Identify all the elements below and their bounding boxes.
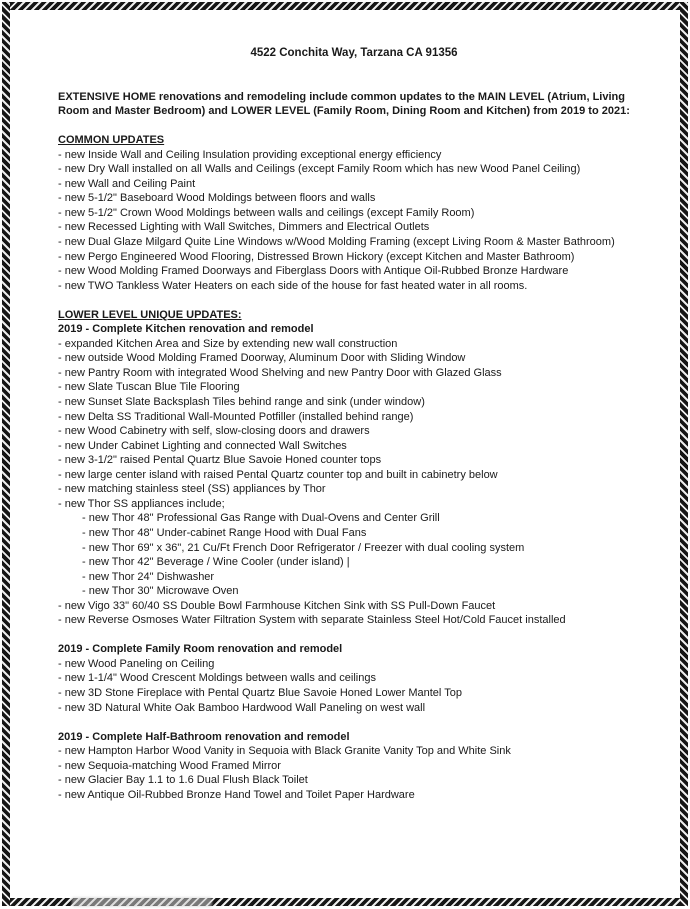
list-item: - new Wood Molding Framed Doorways and Fiberglass Doors with Antique Oil-Rubbed Bronze Hardware: [58, 265, 569, 278]
intro-paragraph-line2: Room and Master Bedroom) and LOWER LEVEL (Family Room, Dining Room and Kitchen) from 2019 to 2021:: [58, 105, 630, 118]
list-item: - new matching stainless steel (SS) appliances by Thor: [58, 483, 326, 496]
list-item: - new Inside Wall and Ceiling Insulation providing exceptional energy efficiency: [58, 148, 442, 161]
decorative-border-right: [680, 2, 688, 906]
section-heading-family-room: 2019 - Complete Family Room renovation and remodel: [58, 643, 343, 656]
list-item: - new Delta SS Traditional Wall-Mounted Potfiller (installed behind range): [58, 410, 414, 423]
list-item: - new Sunset Slate Backsplash Tiles behind range and sink (under window): [58, 396, 425, 409]
list-item: - new Antique Oil-Rubbed Bronze Hand Towel and Toilet Paper Hardware: [58, 788, 415, 801]
document-title: 4522 Conchita Way, Tarzana CA 91356: [250, 47, 458, 59]
sub-list-item: - new Thor 48" Under-cabinet Range Hood with Dual Fans: [82, 526, 367, 539]
common-updates-list: [58, 148, 658, 293]
list-item: - new outside Wood Molding Framed Doorway, Aluminum Door with Sliding Window: [58, 352, 466, 365]
list-item: - new Wood Paneling on Ceiling: [58, 657, 215, 670]
list-item: - new Thor SS appliances include;: [58, 497, 225, 510]
list-item: - new Wood Cabinetry with self, slow-closing doors and drawers: [58, 425, 370, 438]
section-heading-lower-level: LOWER LEVEL UNIQUE UPDATES:: [58, 308, 242, 321]
decorative-border-top: [2, 2, 688, 10]
sub-list-item: - new Thor 24" Dishwasher: [82, 570, 215, 583]
list-item: - new Slate Tuscan Blue Tile Flooring: [58, 381, 240, 394]
sub-list-item: - new Thor 30" Microwave Oven: [82, 585, 239, 598]
sub-list-item: - new Thor 48" Professional Gas Range with Dual-Ovens and Center Grill: [82, 512, 440, 525]
decorative-border-left: [2, 2, 10, 906]
list-item: - new Reverse Osmoses Water Filtration System with separate Stainless Steel Hot/Cold Faucet installed: [58, 614, 566, 627]
list-item: - new Dry Wall installed on all Walls and Ceilings (except Family Room which has new Wood Panel Ceiling): [58, 163, 581, 176]
list-item: - new Dual Glaze Milgard Quite Line Windows w/Wood Molding Framing (except Living Room & Master Bathroom): [58, 236, 615, 249]
list-item: - new 3D Stone Fireplace with Pental Quartz Blue Savoie Honed Lower Mantel Top: [58, 686, 462, 699]
list-item: - new Vigo 33" 60/40 SS Double Bowl Farmhouse Kitchen Sink with SS Pull-Down Faucet: [58, 599, 496, 612]
family-room-updates-list: [58, 657, 658, 715]
half-bathroom-updates-list: [58, 744, 658, 802]
list-item: - new 5-1/2" Crown Wood Moldings between walls and ceilings (except Family Room): [58, 206, 475, 219]
section-heading-common-updates: COMMON UPDATES: [58, 134, 165, 147]
document-body[interactable]: [58, 46, 658, 802]
list-item: - new Wall and Ceiling Paint: [58, 177, 196, 190]
list-item: - new Sequoia-matching Wood Framed Mirror: [58, 759, 281, 772]
list-item: - new 3-1/2" raised Pental Quartz Blue Savoie Honed counter tops: [58, 454, 382, 467]
list-item: - new 5-1/2" Baseboard Wood Moldings between floors and walls: [58, 192, 376, 205]
section-heading-kitchen: 2019 - Complete Kitchen renovation and remodel: [58, 323, 314, 336]
list-item: - new Under Cabinet Lighting and connected Wall Switches: [58, 439, 347, 452]
list-item: - new Pergo Engineered Wood Flooring, Distressed Brown Hickory (except Kitchen and Master Bathroom): [58, 250, 575, 263]
list-item: - expanded Kitchen Area and Size by extending new wall construction: [58, 337, 398, 350]
list-item: - new large center island with raised Pental Quartz counter top and built in cabinetry below: [58, 468, 498, 481]
sub-list-item: - new Thor 42" Beverage / Wine Cooler (under island) |: [82, 556, 350, 569]
list-item: - new TWO Tankless Water Heaters on each side of the house for fast heated water in all rooms.: [58, 279, 528, 292]
section-heading-half-bathroom: 2019 - Complete Half-Bathroom renovation and remodel: [58, 730, 350, 743]
sub-list-item: - new Thor 69" x 36", 21 Cu/Ft French Door Refrigerator / Freezer with dual cooling system: [82, 541, 525, 554]
decorative-border-bottom: [2, 898, 688, 906]
list-item: - new Recessed Lighting with Wall Switches, Dimmers and Electrical Outlets: [58, 221, 430, 234]
list-item: - new Hampton Harbor Wood Vanity in Sequoia with Black Granite Vanity Top and White Sink: [58, 745, 511, 758]
kitchen-updates-list-tail: [58, 599, 658, 628]
kitchen-appliance-sublist: [58, 511, 658, 598]
intro-paragraph-line1: EXTENSIVE HOME renovations and remodeling include common updates to the MAIN LEVEL (Atrium, Living: [58, 90, 625, 103]
kitchen-updates-list: [58, 337, 658, 512]
list-item: - new Glacier Bay 1.1 to 1.6 Dual Flush Black Toilet: [58, 774, 308, 787]
list-item: - new Pantry Room with integrated Wood Shelving and new Pantry Door with Glazed Glass: [58, 366, 502, 379]
list-item: - new 3D Natural White Oak Bamboo Hardwood Wall Paneling on west wall: [58, 701, 426, 714]
list-item: - new 1-1/4" Wood Crescent Moldings between walls and ceilings: [58, 672, 376, 685]
